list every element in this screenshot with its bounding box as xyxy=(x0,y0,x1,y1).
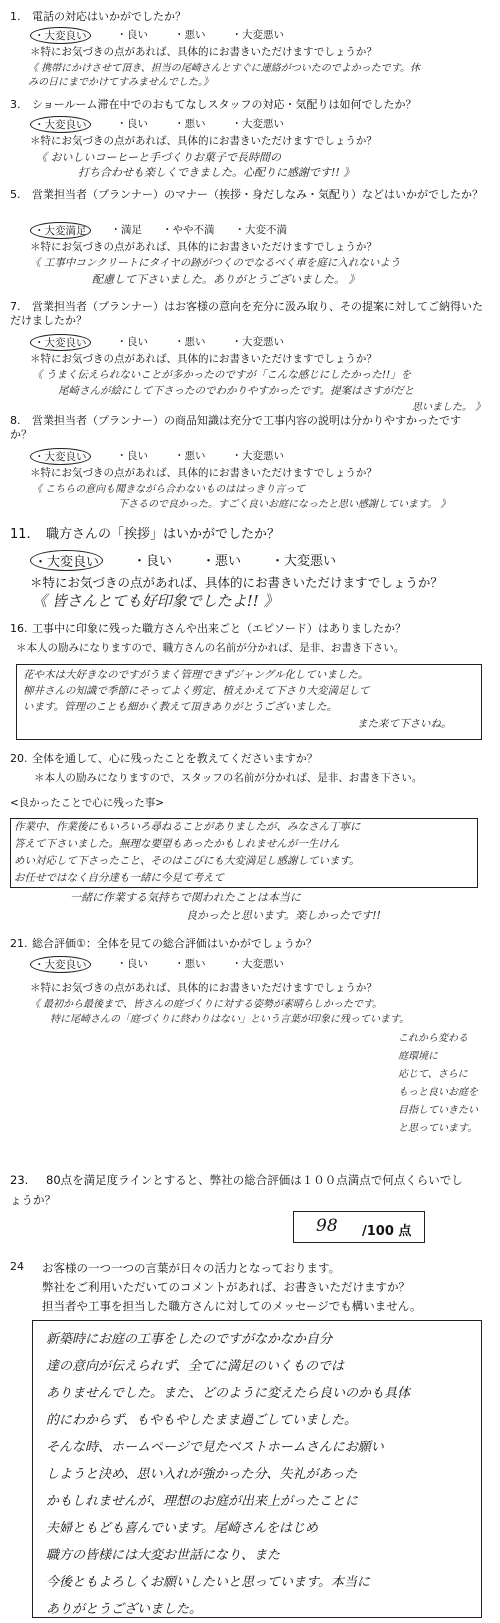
q3-question: 3. ショールーム滞在中でのおもてなしスタッフの対応・気配りは如何でしたか？ xyxy=(10,98,417,111)
q8-option[interactable]: ・良い xyxy=(116,450,148,462)
q1-answer: 《 携帯にかけさせて頂き、担当の尾崎さんとすぐに連絡がついたのでよかったです。休みの日にまでかけてすみませんでした。》 xyxy=(28,63,420,88)
q21-option[interactable]: ・大変悪い xyxy=(231,958,284,970)
q11-options xyxy=(30,550,336,571)
q11-option[interactable]: ・良い xyxy=(133,554,173,569)
q11-option-selected[interactable]: ・大変良い xyxy=(30,550,103,571)
q1-question: 1. 電話の対応はいかがでしたか？ xyxy=(10,10,186,23)
q20-question: 20. 全体を通して、心に残ったことを教えてくださいますか？ xyxy=(10,752,318,765)
q20-answer-line: 答えて下さいました。無理な要望もあったかもしれませんが一生けん xyxy=(14,838,340,850)
q7-option-selected[interactable]: ・大変良い xyxy=(30,334,91,351)
q23-score-unit: /100 点 xyxy=(362,1224,412,1239)
q20-answer-line: 作業中、作業後にもいろいろ尋ねることがありましたが、みなさん丁寧に xyxy=(14,821,361,833)
q7-question: 7. 営業担当者（プランナー）はお客様の意向を充分に汲み取り、その提案に対してご納得いただけましたか？ xyxy=(10,300,483,327)
q23-score-box[interactable] xyxy=(293,1211,425,1243)
q7-option[interactable]: ・悪い xyxy=(174,336,206,348)
q24-answer-line: 新築時にお庭の工事をしたのですがなかなか自分 xyxy=(46,1332,333,1347)
q24-answer-line: 夫婦ともども喜んでいます。尾崎さんをはじめ xyxy=(46,1521,318,1536)
q3-answer-line: 打ち合わせも楽しくできました。心配りに感謝です!! 》 xyxy=(78,166,355,179)
q21-answer-line: 特に尾崎さんの「庭づくりに終わりはない」という言葉が印象に残っています。 xyxy=(50,1014,410,1025)
q16-answer-line: 花や木は大好きなのですがうまく管理できずジャングル化していました。 xyxy=(23,669,369,681)
q21-answer-line: 《 最初から最後まで、皆さんの庭づくりに対する姿勢が素晴らしかったです。 xyxy=(30,999,383,1010)
q24-answer-line: 職方の皆様には大変お世話になり、また xyxy=(46,1548,281,1563)
q3-option[interactable]: ・大変悪い xyxy=(231,118,284,130)
q16-note: ＊本人の励みになりますので、職方さんの名前が分かれば、是非、お書き下さい。 xyxy=(16,642,405,654)
q20-answer-line: 一緒に作業する気持ちで関われたことは本当に xyxy=(70,891,301,904)
q11-option[interactable]: ・大変悪い xyxy=(271,554,337,569)
q16-answer-box xyxy=(16,664,482,740)
q20-subtitle: <良かったことで心に残った事> xyxy=(10,797,165,809)
q20-answer-line: お任せではなく自分達も一緒に今見て考えて xyxy=(14,872,224,884)
q11-option[interactable]: ・悪い xyxy=(202,554,242,569)
q24-answer-line: かもしれませんが、理想のお庭が出来上がったことに xyxy=(46,1494,359,1509)
q23-score-value: 98 xyxy=(316,1216,338,1236)
q21-option[interactable]: ・良い xyxy=(116,958,148,970)
q8-option-selected[interactable]: ・大変良い xyxy=(30,448,91,465)
q5-answer-line: 配慮して下さいました。ありがとうございました。 》 xyxy=(92,273,360,286)
q23-question: 23. 80点を満足度ラインとすると、弊社の総合評価は１００点満点で何点くらいでしょうか？ xyxy=(10,1173,463,1207)
q21-option[interactable]: ・悪い xyxy=(174,958,206,970)
q24-number: 24 xyxy=(10,1260,24,1273)
q8-note: ＊特にお気づきの点があれば、具体的にお書きいただけますでしょうか？ xyxy=(30,467,377,479)
q11-note: ＊特にお気づきの点があれば、具体的にお書きいただけますでしょうか？ xyxy=(30,575,443,590)
q24-answer-line: ありませんでした。また、どのように変えたら良いのかも具体 xyxy=(46,1386,411,1401)
q1-option[interactable]: ・悪い xyxy=(174,29,206,41)
q8-options xyxy=(30,448,284,465)
q7-option[interactable]: ・大変悪い xyxy=(231,336,284,348)
q7-answer-line: 《 うまく伝えられないことが多かったのですが「こんな感じにしたかった!!」を xyxy=(32,369,412,381)
q7-options xyxy=(30,334,284,351)
q24-answer-line: 今後ともよろしくお願いしたいと思っています。本当に xyxy=(46,1575,370,1590)
q7-answer-line: 思いました。 》 xyxy=(412,402,486,413)
q3-option[interactable]: ・良い xyxy=(116,118,148,130)
q24-intro-line: 担当者や工事を担当した職方さんに対してのメッセージでも構いません。 xyxy=(42,1299,422,1313)
q5-option[interactable]: ・満足 xyxy=(110,224,142,236)
q20-note: ＊本人の励みになりますので、スタッフの名前が分かれば、是非、お書き下さい。 xyxy=(34,772,423,784)
q21-question: 21. 総合評価①：全体を見ての総合評価はいかがでしょうか？ xyxy=(10,937,317,950)
q24-intro-line: お客様の一つ一つの言葉が日々の活力となっております。 xyxy=(42,1261,341,1275)
q11-question: 11. 職方さんの「挨拶」はいかがでしたか？ xyxy=(10,527,281,542)
q7-answer-line: 尾崎さんが絵にして下さったのでわかりやすかったです。提案はさすがだと xyxy=(58,385,415,397)
q20-answer-line: めい対応して下さったこと、そのはこびにも大変満足し感謝しています。 xyxy=(14,855,360,867)
q8-answer-line: 下さるので良かった。すごく良いお庭になったと思い感謝しています。 》 xyxy=(118,499,451,510)
q21-option-selected[interactable]: ・大変良い xyxy=(30,956,91,973)
q5-question: 5. 営業担当者（プランナー）のマナー（挨拶・身だしなみ・気配り）などはいかがでしたか？ xyxy=(10,188,483,201)
q3-answer-line: 《 おいしいコーヒーと手づくりお菓子で長時間の xyxy=(36,151,282,164)
q24-answer-line: そんな時、ホームページで見たベストホームさんにお願い xyxy=(46,1440,384,1455)
q8-answer-line: 《 こちらの意向も聞きながら合わないものははっきり言って xyxy=(32,484,306,495)
q24-answer-line: 達の意向が伝えられず、全てに満足のいくものでは xyxy=(46,1359,344,1374)
q16-answer-line: 柳井さんの知識で季節にそってよく剪定、植えかえて下さり大変満足して xyxy=(23,685,370,697)
q24-answer-line: 的にわからず、もやもやしたまま過ごしていました。 xyxy=(46,1413,357,1428)
q21-side-note: これから変わる 庭環境に 応じて、さらに もっと良いお庭を 目指していきたい と思っています。 xyxy=(398,1033,478,1134)
q5-answer-line: 《 工事中コンクリートにタイヤの跡がつくのでなるべく車を庭に入れないよう xyxy=(30,257,401,269)
q24-answer-line: ありがとうございました。 xyxy=(46,1602,203,1617)
q5-option-selected[interactable]: ・大変満足 xyxy=(30,222,91,239)
q1-option[interactable]: ・良い xyxy=(116,29,148,41)
q3-option[interactable]: ・悪い xyxy=(174,118,206,130)
q5-note: ＊特にお気づきの点があれば、具体的にお書きいただけますでしょうか？ xyxy=(30,241,377,253)
q1-option[interactable]: ・大変悪い xyxy=(231,29,284,41)
q24-answer-line: しようと決め、思い入れが強かった分、失礼があった xyxy=(46,1467,358,1482)
q21-options xyxy=(30,956,284,973)
q1-option-selected[interactable]: ・大変良い xyxy=(30,27,91,44)
q7-note: ＊特にお気づきの点があれば、具体的にお書きいただけますでしょうか？ xyxy=(30,353,377,365)
q8-question: 8. 営業担当者（プランナー）の商品知識は充分で工事内容の説明は分かりやすかったですか？ xyxy=(10,414,461,441)
q1-note: ＊特にお気づきの点があれば、具体的にお書きいただけますでしょうか？ xyxy=(30,46,377,58)
q3-option-selected[interactable]: ・大変良い xyxy=(30,116,91,133)
q5-options xyxy=(30,222,287,239)
q8-option[interactable]: ・大変悪い xyxy=(231,450,284,462)
q21-note: ＊特にお気づきの点があれば、具体的にお書きいただけますでしょうか？ xyxy=(30,982,377,994)
q16-answer-line: います。管理のことも細かく教えて頂きありがとうございました。 xyxy=(23,701,338,713)
q20-answer-line: 良かったと思います。楽しかったです!! xyxy=(186,909,381,922)
q1-options xyxy=(30,27,284,44)
q24-answer xyxy=(46,1326,410,1623)
q5-option[interactable]: ・大変不満 xyxy=(234,224,287,236)
q3-note: ＊特にお気づきの点があれば、具体的にお書きいただけますでしょうか？ xyxy=(30,135,377,147)
q5-option[interactable]: ・やや不満 xyxy=(162,224,215,236)
q3-options xyxy=(30,116,284,133)
q24-intro-line: 弊社をご利用いただいてのコメントがあれば、お書きいただけますか？ xyxy=(42,1280,410,1294)
q7-option[interactable]: ・良い xyxy=(116,336,148,348)
q16-answer-line: また来て下さいね。 xyxy=(357,718,452,730)
q11-answer: 《 皆さんとても好印象でしたよ!! 》 xyxy=(32,592,279,610)
q16-question: 16. 工事中に印象に残った職方さんや出来ごと（エピソード）はありましたか？ xyxy=(10,622,406,635)
q8-option[interactable]: ・悪い xyxy=(174,450,206,462)
